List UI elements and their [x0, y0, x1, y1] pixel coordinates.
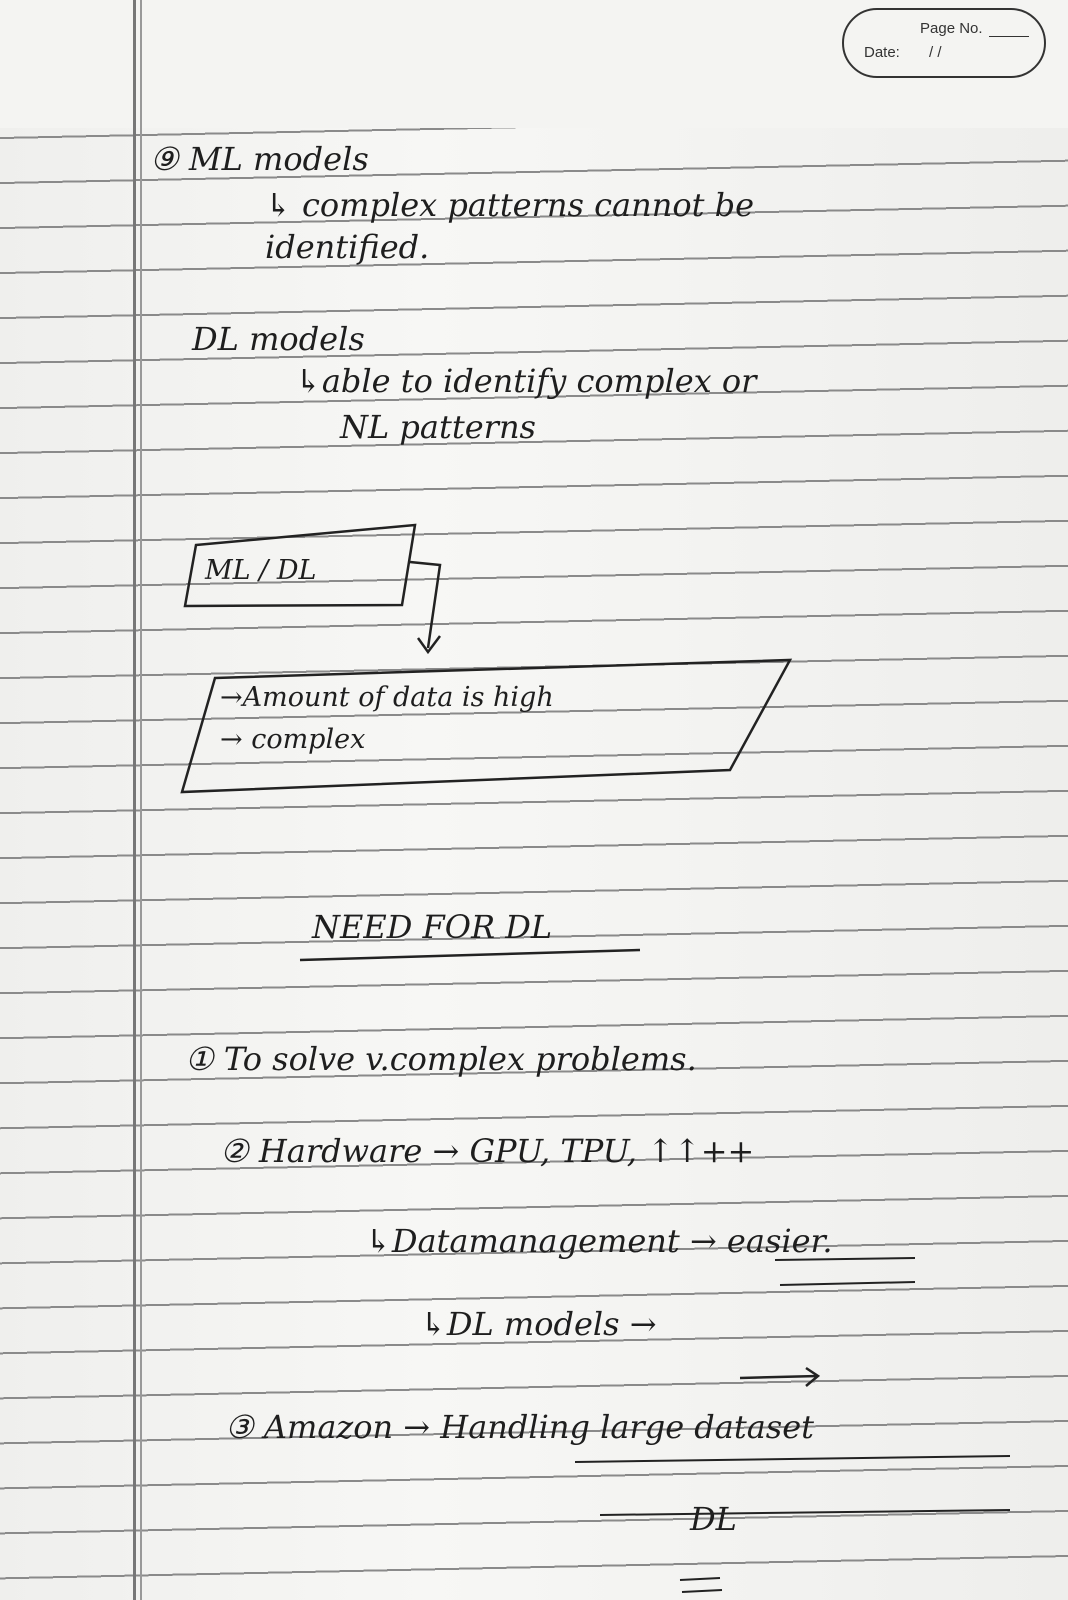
- point-amazon: ③ Amazon → Handling large dataset: [225, 1408, 815, 1446]
- point-data-management: ↳Datamanagement → easier.: [365, 1222, 833, 1260]
- box-complex: → complex: [220, 724, 366, 755]
- note-able-to-identify: ↳able to identify complex or: [295, 362, 757, 400]
- heading-need-for-dl: NEED FOR DL: [312, 908, 553, 946]
- date-value: / /: [929, 44, 942, 61]
- box-connector-line: [410, 562, 440, 648]
- point-dl-final: DL: [690, 1500, 737, 1538]
- point-solve-complex: ① To solve v.complex problems.: [185, 1040, 697, 1078]
- dataset-underline: [575, 1456, 1010, 1462]
- note-dl-models: DL models: [192, 320, 365, 358]
- box-amount-of-data: →Amount of data is high: [220, 682, 554, 713]
- box-ml-dl-label: ML / DL: [205, 555, 317, 586]
- page-no-label: Page No.: [920, 20, 983, 37]
- note-complex-patterns: ↳ complex patterns cannot be: [265, 186, 755, 224]
- heading-underline: [300, 950, 640, 960]
- note-identified: identified.: [265, 228, 430, 266]
- dl-models-arrow: [740, 1368, 818, 1386]
- dataset-underline-2: [600, 1510, 1010, 1515]
- date-label: Date:: [864, 44, 900, 61]
- point-dl-models: ↳DL models →: [420, 1305, 657, 1343]
- note-ml-models: ⑨ ML models: [150, 140, 369, 178]
- dl-double-underline: [680, 1578, 722, 1592]
- point-hardware: ② Hardware → GPU, TPU, ↑↑++: [220, 1132, 755, 1170]
- box-ml-dl-outline: [185, 525, 415, 606]
- box-amount-outline: [182, 660, 790, 792]
- note-nl-patterns: NL patterns: [340, 408, 536, 446]
- easier-underline: [775, 1258, 915, 1285]
